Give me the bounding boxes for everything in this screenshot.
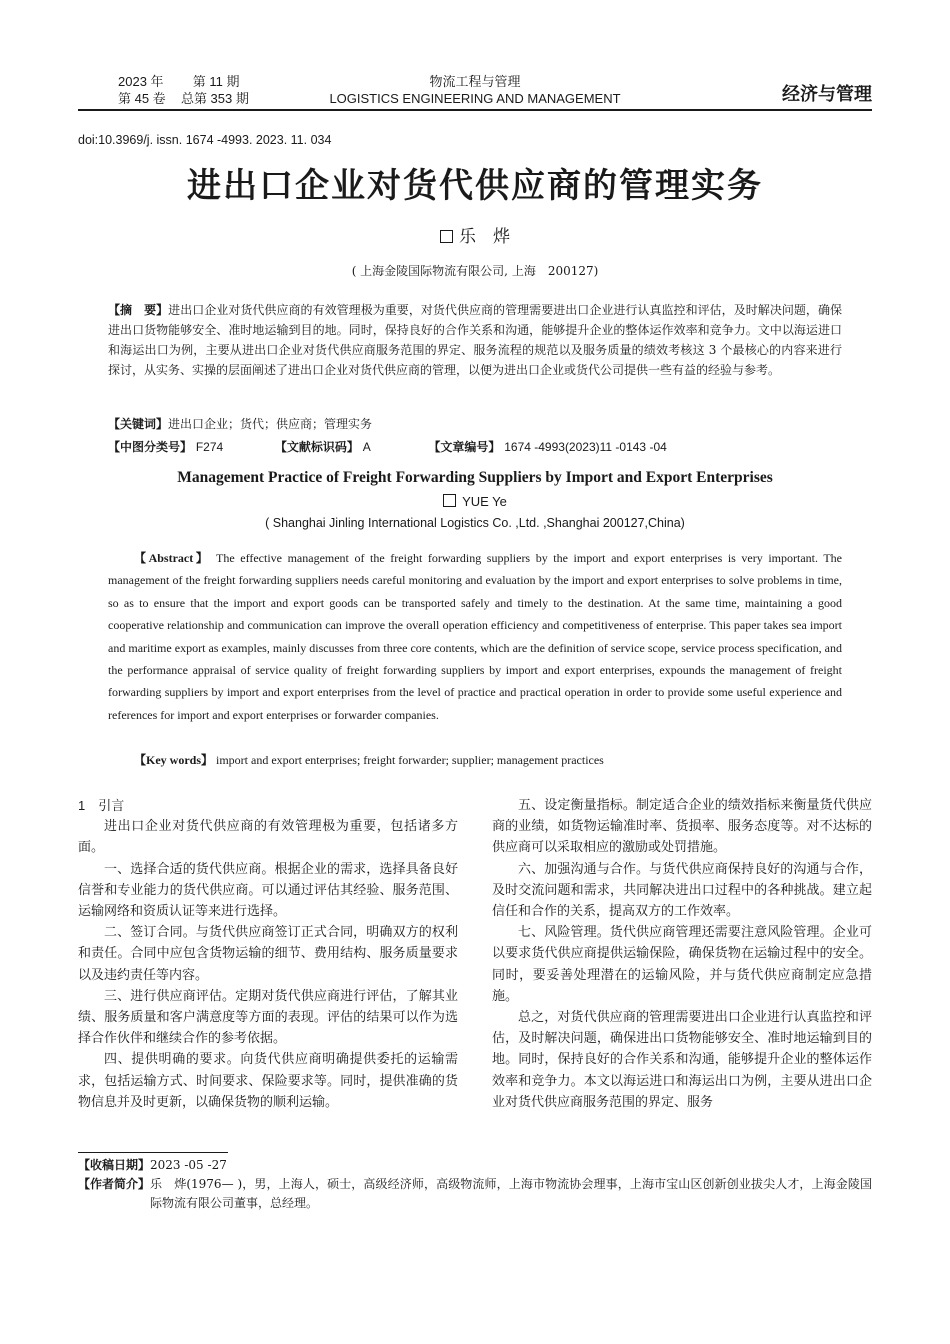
body-paragraph: 三、进行供应商评估。定期对货代供应商进行评估，了解其业绩、服务质量和客户满意度等方面的表现。评估的结果可以作为选择合作伙伴和继续合作的参考依据。 [78, 988, 458, 1047]
author [0, 222, 950, 247]
author-name: 乐 烨 [459, 227, 510, 247]
header-total-issue: 总第 353 期 [180, 91, 249, 106]
article-number-label: 【文章编号】 [428, 440, 501, 454]
classification-line [108, 437, 842, 457]
keywords-en-label: 【Key words】 [134, 753, 213, 767]
abstract-cn-label: 【摘 要】 [108, 303, 169, 317]
body-paragraph: 五、设定衡量指标。制定适合企业的绩效指标来衡量货代供应商的业绩，如货物运输准时率、货损率、服务态度等。对不达标的供应商可以采取相应的激励或处罚措施。 [492, 798, 872, 856]
square-marker-icon [440, 230, 453, 243]
body-paragraph: 总之，对货代供应商的管理需要进出口企业进行认真监控和评估，及时解决问题，确保进出口货物能够安全、准时地运输到目的地。同时，保持良好的合作关系和沟通，能够提升企业的整体运作效率和竞争力。本文以海运进口和海运出口为例，主要从进出口企业对货代供应商服务范围的界定、服务 [492, 1010, 872, 1110]
body-paragraph: 二、签订合同。与货代供应商签订正式合同，明确双方的权利和责任。合同中应包含货物运输的细节、费用结构、服务质量要求以及违约责任等内容。 [78, 925, 458, 983]
abstract-en [108, 547, 842, 726]
keywords-cn [108, 414, 842, 434]
clc-value: F274 [195, 440, 224, 454]
square-marker-en-icon [443, 494, 456, 507]
body-paragraph: 一、选择合适的货代供应商。根据企业的需求，选择具备良好信誉和专业能力的货代供应商。可以通过评估其经验、服务范围、运输网络和资质认证等来进行选择。 [78, 861, 458, 920]
abstract-en-label: 【Abstract】 [134, 551, 211, 565]
affiliation: ( 上海金陵国际物流有限公司, 上海 200127) [351, 264, 599, 278]
header-rule [78, 109, 872, 111]
author-en [0, 494, 950, 509]
keywords-en [108, 749, 842, 771]
footnote [78, 1156, 872, 1213]
body-right-column [492, 795, 872, 1113]
body-paragraph: 四、提供明确的要求。向货代供应商明确提供委托的运输需求，包括运输方式、时间要求、保险要求等。同时，提供准确的货物信息并及时更新，以确保货物的顺利运输。 [78, 1052, 458, 1110]
doc-code-label: 【文献标识码】 [274, 440, 359, 454]
affiliation-en: ( Shanghai Jinling International Logistics Co. ,Ltd. ,Shanghai 200127,China) [265, 516, 685, 530]
abstract-cn [108, 300, 842, 380]
footnote-rule [78, 1152, 228, 1153]
page-title: 进出口企业对货代供应商的管理实务 [187, 166, 763, 206]
received-label: 【收稿日期】 [78, 1158, 151, 1172]
received-date [78, 1156, 872, 1175]
header-year: 2023 年 [118, 74, 164, 89]
author-en-name: YUE Ye [462, 494, 507, 509]
keywords-cn-text: 进出口企业；货代；供应商；管理实务 [168, 417, 373, 431]
issue-info [118, 73, 249, 107]
body-paragraph: 进出口企业对货代供应商的有效管理极为重要，包括诸多方面。 [78, 819, 458, 856]
header-issue: 第 11 期 [192, 74, 240, 89]
bio-label: 【作者简介】 [78, 1177, 151, 1191]
journal-name [300, 73, 650, 107]
body-left-column [78, 795, 458, 1113]
bio-text: 乐 烨(1976— )，男，上海人，硕士，高级经济师，高级物流师，上海市物流协会理事，上海市宝山区创新创业拔尖人才，上海金陵国际物流有限公司董事，总经理。 [150, 1177, 872, 1210]
body-paragraph: 七、风险管理。货代供应商管理还需要注意风险管理。企业可以要求货代供应商提供运输保险，确保货物在运输过程中的安全。同时，要妥善处理潜在的运输风险，并与货代供应商制定应急措施。 [492, 925, 872, 1004]
title-en: Management Practice of Freight Forwarding Suppliers by Import and Export Enterprises [177, 469, 773, 486]
clc-label: 【中图分类号】 [108, 440, 193, 454]
header-volume: 第 45 卷 [118, 91, 166, 106]
received-value: 2023 -05 -27 [150, 1158, 227, 1172]
keywords-en-text: import and export enterprises; freight forwarder; supplier; management practices [213, 753, 604, 767]
doc-code-value: A [362, 440, 371, 454]
article-number-value: 1674 -4993(2023)11 -0143 -04 [504, 440, 667, 454]
author-bio [78, 1175, 872, 1213]
section-heading: 1 引言 [78, 798, 125, 813]
body-paragraph: 六、加强沟通与合作。与货代供应商保持良好的沟通与合作，及时交流问题和需求，共同解决进出口过程中的各种挑战。建立起信任和合作的关系，提高双方的工作效率。 [492, 861, 872, 920]
journal-name-en: LOGISTICS ENGINEERING AND MANAGEMENT [329, 91, 621, 106]
journal-name-cn: 物流工程与管理 [429, 74, 521, 89]
abstract-cn-text: 进出口企业对货代供应商的有效管理极为重要，对货代供应商的管理需要进出口企业进行认真监控和评估，及时解决问题，确保进出口货物能够安全、准时地运输到目的地。同时，保持良好的合作关系和沟通，能够提升企业的整体运作效率和竞争力。文中以海运进口和海运出口为例，主要从进出口企业对货代供应商服务范围的界定、服务流程的规范以及服务质量的绩效考核这 3 个最核心的内容来进行探讨，从实务、实操的层面阐述了进出口企业对货代供应商的管理，以便为进出口企业或货代公司提供一些有益的经验与参考。 [108, 303, 842, 377]
doi: doi:10.3969/j. issn. 1674 -4993. 2023. 11. 034 [78, 133, 332, 147]
column-name: 经济与管理 [782, 84, 872, 104]
keywords-cn-label: 【关键词】 [108, 417, 169, 431]
abstract-en-text: The effective management of the freight forwarding suppliers by the import and export enterprises is very important. The management of the freight forwarding suppliers needs careful monitoring and evaluation by the import and export enterprises to solve problems in time, so as to ensure that the import and export goods can be transported safely and timely to the destination. At the same time, maintaining a good cooperative relationship and communication can improve the overall operation efficiency and competitiveness of enterprise. This paper takes sea import and maritime export as examples, mainly discusses from three core contents, which are the definition of service scope, service process specification, and the performance appraisal of service quality of freight forwarding suppliers by import and export enterprises, expounds the management of freight forwarding suppliers by import and export enterprises from the level of practice and practical operation in order to provide some useful experience and references for import and export enterprises or forwarder companies. [108, 551, 843, 722]
